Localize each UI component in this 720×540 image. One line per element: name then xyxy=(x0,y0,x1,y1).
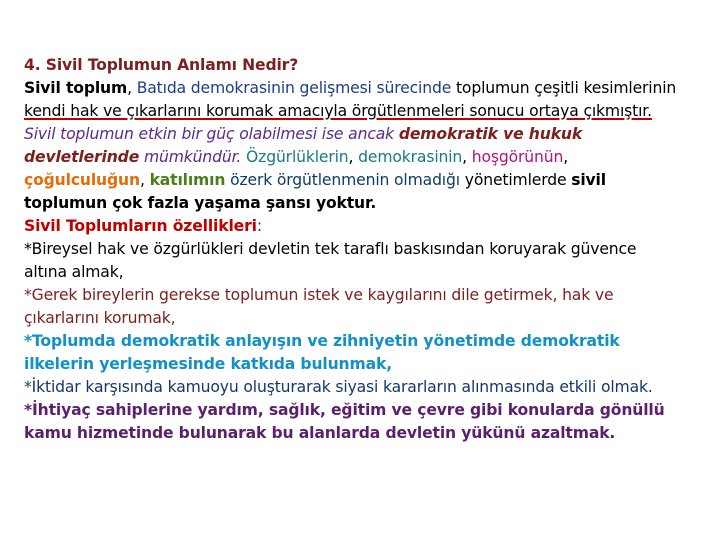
sivil-toplum-sans: sivil toplumun çok fazla yaşama şansı yoktur. xyxy=(24,171,606,212)
features-heading-text: Sivil Toplumların özellikleri xyxy=(24,217,257,235)
katilimin: katılımın xyxy=(149,171,226,189)
mumkundur: mümkündür. xyxy=(139,148,242,166)
demokratik-hukuk: demokratik ve hukuk devletlerinde xyxy=(24,125,583,166)
italic-sentence: Sivil toplumun etkin bir güç olabilmesi ise ancak xyxy=(24,125,399,143)
intro-paragraph xyxy=(24,77,680,215)
comma: , xyxy=(563,148,569,166)
comma: , xyxy=(462,148,472,166)
segment: toplumun çeşitli kesimlerinin xyxy=(451,79,677,97)
feature-text: *Gerek bireylerin gerekse toplumun istek ve kaygılarını dile getirmek, hak ve çıkarlarını korumak, xyxy=(24,286,614,327)
features-heading xyxy=(24,215,680,238)
colon: : xyxy=(256,217,262,235)
comma: , xyxy=(139,171,150,189)
feature-item-1 xyxy=(24,238,680,284)
feature-text: *İktidar karşısında kamuoyu oluşturarak siyasi kararların alınmasında etkili olmak. xyxy=(24,378,653,396)
hosgorunun: hoşgörünün xyxy=(471,148,564,166)
yonetimlerde: yönetimlerde xyxy=(459,171,572,189)
cogulculugun: çoğulculuğun xyxy=(24,171,140,189)
feature-item-2 xyxy=(24,284,680,330)
title-text: 4. Sivil Toplumun Anlamı Nedir? xyxy=(24,56,299,74)
batida-phrase: Batıda demokrasinin gelişmesi sürecinde xyxy=(136,79,452,97)
sivil-toplum-term: Sivil toplum xyxy=(24,79,128,97)
feature-item-4 xyxy=(24,376,680,399)
comma: , xyxy=(348,148,359,166)
feature-item-5 xyxy=(24,399,680,445)
feature-text: *Toplumda demokratik anlayışın ve zihniyetin yönetimde demokratik ilkelerin yerleşmesinde katkıda bulunmak, xyxy=(24,332,620,373)
demokrasinin: demokrasinin xyxy=(358,148,463,166)
section-title xyxy=(24,54,680,77)
ozerk-phrase: özerk örgütlenmenin olmadığı xyxy=(225,171,460,189)
feature-item-3 xyxy=(24,330,680,376)
underlined-phrase: kendi hak ve çıkarlarını korumak amacıyla örgütlenmeleri sonucu ortaya çıkmıştır. xyxy=(24,102,652,120)
document-body xyxy=(24,54,680,445)
feature-text: *İhtiyaç sahiplerine yardım, sağlık, eğitim ve çevre gibi konularda gönüllü kamu hizmetinde bulunarak bu alanlarda devletin yükünü azaltmak. xyxy=(24,401,665,442)
ozgurluklerin: Özgürlüklerin xyxy=(241,148,349,166)
feature-text: *Bireysel hak ve özgürlükleri devletin tek taraflı baskısından koruyarak güvence altına almak, xyxy=(24,240,637,281)
comma: , xyxy=(127,79,137,97)
